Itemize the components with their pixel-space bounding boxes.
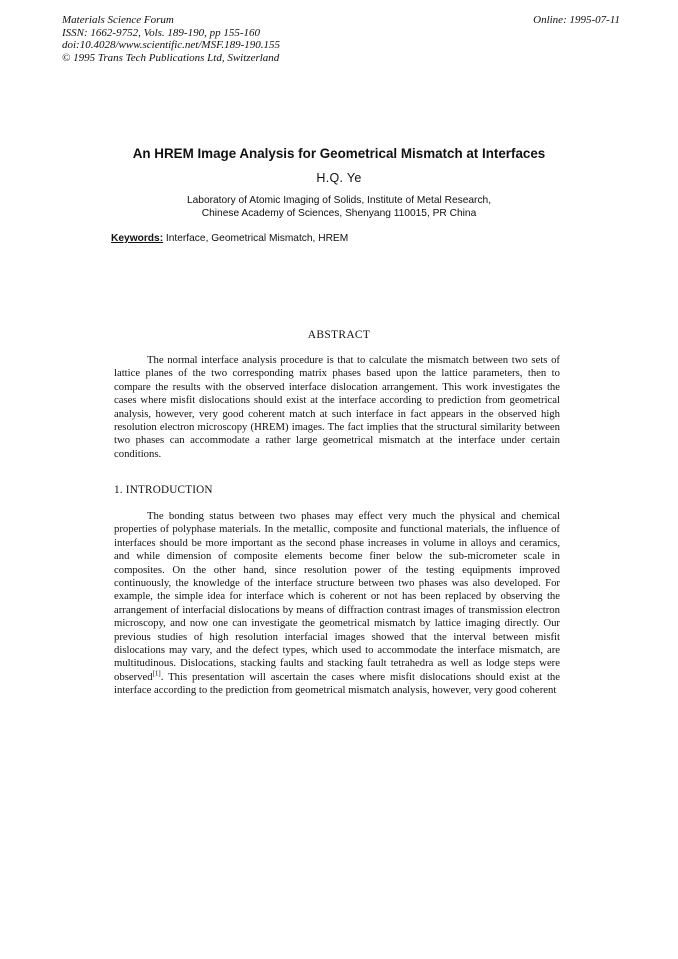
abstract-heading: ABSTRACT xyxy=(307,329,371,341)
issn-line: ISSN: 1662-9752, Vols. 189-190, pp 155-160 xyxy=(62,26,260,39)
keywords-label: Keywords: xyxy=(111,233,164,244)
introduction-body xyxy=(114,510,560,698)
author-name: H.Q. Ye xyxy=(316,171,362,185)
paper-title: An HREM Image Analysis for Geometrical Mismatch at Interfaces xyxy=(132,146,546,161)
introduction-text-part-1: The bonding status between two phases may effect very much the physical and chemical properties of polyphase materials. In the metallic, composite and functional materials, the influence of interfaces should be more important as the second phase increases in volume in alloys and ceramics, and while dimension of composite elements become finer below the sub-micrometer scale in composites. On the other hand, since resolution power of the testing equipments improved continuously, the knowledge of the interface structure between two phases was also developed. For example, the simple idea for interface which is coherent or not has been replaced by observing the arrangement of interfacial dislocations by means of diffraction contrast images of transmission electron microscopy, and now one can investigate the geometrical mismatch by lattice imaging directly. Our previous studies of high resolution interfacial images showed that the interval between misfit dislocations may vary, and the defect types, which used to accommodate the interface mismatch, are multitudinous. Dislocations, stacking faults and stacking fault tetrahedra as well as lodge steps were observed xyxy=(114,510,560,683)
copyright-line: © 1995 Trans Tech Publications Ltd, Switzerland xyxy=(62,51,280,64)
introduction-heading: 1. INTRODUCTION xyxy=(114,484,213,496)
affiliation-line-1: Laboratory of Atomic Imaging of Solids, Institute of Metal Research, xyxy=(186,195,492,206)
introduction-text-part-2: . This presentation will ascertain the cases where misfit dislocations should exist at the interface according to the prediction from geometrical mismatch analysis, however, very good coherent xyxy=(114,670,560,697)
journal-name: Materials Science Forum xyxy=(62,14,174,26)
abstract-paragraph: The normal interface analysis procedure is that to calculate the mismatch between two sets of lattice planes of the two corresponding matrix phases based upon the lattice parameters, then to compare the results with the observed interface dislocation arrangement. This work investigates the cases where misfit dislocations should exist at the interface according to prediction from geometrical analysis, however, very good coherent match at such interface in fact appears in the observed high resolution electron microscopy (HREM) images. The fact implies that the structural similarity between two phases can accommodate a rather large geometrical mismatch at the interface under certain conditions. xyxy=(114,354,560,460)
doi-line[interactable]: doi:10.4028/www.scientific.net/MSF.189-190.155 xyxy=(62,39,281,51)
affiliation-line-2: Chinese Academy of Sciences, Shenyang 110015, PR China xyxy=(201,208,477,219)
keywords xyxy=(111,233,348,244)
citation-reference[interactable]: [1] xyxy=(152,669,161,678)
keywords-list: Interface, Geometrical Mismatch, HREM xyxy=(163,233,349,244)
journal-header xyxy=(62,14,280,64)
introduction-paragraph xyxy=(114,510,560,698)
abstract-body xyxy=(114,354,560,461)
online-date: Online: 1995-07-11 xyxy=(533,14,620,26)
affiliation xyxy=(0,194,678,220)
